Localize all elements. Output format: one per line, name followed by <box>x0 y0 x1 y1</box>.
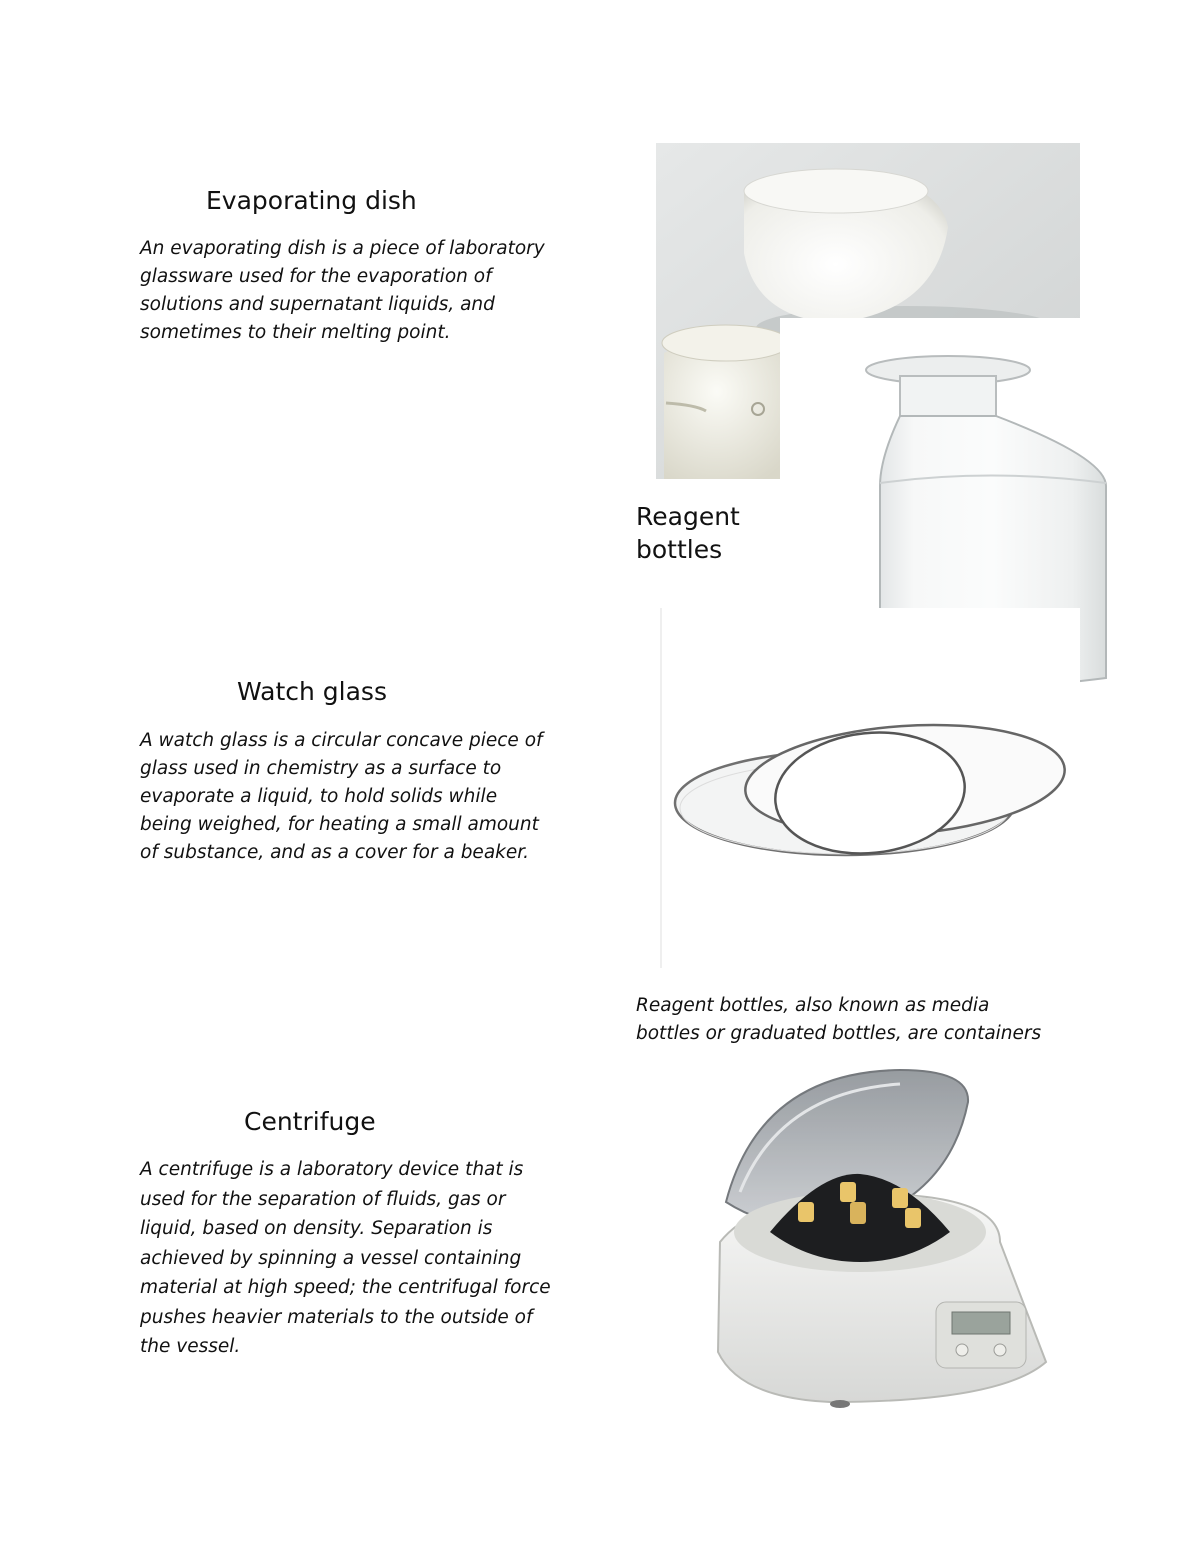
reagent-bottles-title <box>636 500 740 566</box>
centrifuge-photo <box>700 1062 1060 1412</box>
watch-glass-title: Watch glass <box>237 677 387 706</box>
evaporating-dish-description: An evaporating dish is a piece of laboratory glassware used for the evaporation of solutions and supernatant liquids, and sometimes to their melting point. <box>140 238 545 343</box>
reagent-bottles-title-line2: bottles <box>636 535 723 564</box>
centrifuge-title: Centrifuge <box>244 1107 376 1136</box>
watch-glass-description: A watch glass is a circular concave piece of glass used in chemistry as a surface to evaporate a liquid, to hold solids while being weighed, for heating a small amount of substance, and as a cover for a beaker. <box>140 730 543 863</box>
watch-glass-photo <box>660 608 1080 968</box>
reagent-bottles-description: Reagent bottles, also known as media bottles or graduated bottles, are containers <box>636 995 1042 1044</box>
reagent-bottles-title-line1: Reagent <box>636 502 740 531</box>
centrifuge-description: A centrifuge is a laboratory device that is used for the separation of fluids, gas or liquid, based on density. Separation is achieved by spinning a vessel containing material at high speed; the centrifugal force pushes heavier materials to the outside of the vessel. <box>140 1159 551 1357</box>
evaporating-dish-title: Evaporating dish <box>206 186 417 215</box>
